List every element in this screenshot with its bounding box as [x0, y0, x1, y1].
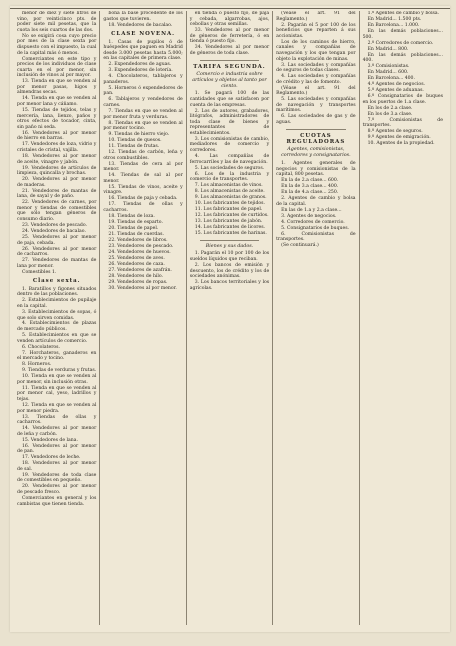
- paragraph: 6. Los de la industria y comercio de transportes.: [189, 171, 270, 183]
- column-2: [100, 11, 186, 625]
- paragraph: 4. Las compañías de ferrocarriles y las de navegación.: [189, 154, 270, 165]
- paragraph: 16. Vendedores al por menor de hierro en barras.: [17, 130, 97, 142]
- paragraph: 13. Tiendas de cera al por menor.: [103, 161, 183, 173]
- paragraph: 8. Tiendas en que se venden al por menor tocino.: [103, 120, 183, 132]
- paragraph: Comestibles 1.: [22, 269, 57, 275]
- paragraph: 2. Expendedores de aguas.: [108, 62, 172, 68]
- paragraph: En la de 4.a clase... 250.: [281, 190, 339, 196]
- paragraph: 29. Vendedores de ropas.: [108, 279, 168, 285]
- paragraph: En los de 3.a clase.: [367, 111, 413, 117]
- paragraph: 1. Se pagará 100 de las cantidades que se satisfacen por cuenta de las empresas.: [189, 91, 270, 108]
- paragraph: 20. Vendedores al por menor de maderas.: [17, 177, 97, 188]
- paragraph: 4. Establecimientos de plazas de mercado públicos.: [17, 321, 97, 333]
- paragraph: 12. Los fabricantes de curtidos.: [194, 213, 269, 219]
- paragraph: 5. Establecimientos en que se venden artículos de comercio.: [17, 333, 97, 344]
- paragraph: 8. Los almacenistas de aceite.: [194, 189, 265, 195]
- paragraph: 5. Consignatarios de buques.: [281, 225, 350, 231]
- section-heading: TARIFA SEGUNDA.: [193, 63, 266, 70]
- paragraph: 7. Horchateros, ganaderos en el mercado y tocino.: [17, 350, 97, 362]
- paragraph: 15. Tiendas de vinos, aceite y vinagre.: [103, 184, 183, 196]
- paragraph: En Madrid... 600.: [367, 70, 409, 76]
- paragraph: 30. Vendedores al por menor.: [108, 285, 177, 291]
- paragraph: 6.º Consignatarios de buques en los puertos de 1.a clase.: [362, 94, 443, 105]
- paragraph: En las demás poblaciones... 500.: [362, 28, 443, 40]
- paragraph: 23. Vendedores de pescado.: [108, 243, 174, 249]
- text-columns: [14, 11, 446, 625]
- paragraph: 25. Vendedores de aves.: [108, 255, 165, 261]
- paragraph: 4. Las sociedades y compañías de crédito y las de fomento.: [276, 74, 356, 85]
- paragraph: 12. Tienda en que se venden al por menor piedra.: [17, 402, 97, 414]
- paragraph: 3. Las sociedades y compañías de seguros de todas clases.: [276, 62, 356, 74]
- column-1: [14, 11, 100, 625]
- paragraph: 14. Tiendas de sal al por menor.: [103, 173, 183, 184]
- section-heading: Clase sexta.: [32, 278, 81, 285]
- paragraph: 2. Establecimientos de pupilaje en la capital.: [17, 298, 97, 309]
- paragraph: En los de 2.a clase.: [367, 105, 413, 111]
- paragraph: 7. Tiendas en que se venden al por menor fruta y verduras.: [103, 109, 183, 120]
- paragraph: 2. Los bancos de emisión y descuento, los de crédito y los de sociedades anónimas.: [189, 263, 270, 280]
- paragraph: Comerciantes en este tipo y precios de los individuos de clase cuarta en el por menor, sin inclusión de vinos al por mayor.: [17, 56, 97, 79]
- paragraph: 3. Establecimientos de sopas, ó que solo sirven comidas.: [17, 309, 97, 321]
- paragraph: 25. Vendedores al por menor de paja, cebada.: [17, 235, 97, 246]
- column-4: [273, 11, 359, 625]
- paragraph: 19. Tiendas de esparto.: [108, 220, 163, 226]
- paragraph: 1. Casas de pupilos ó de huéspedes que paguen en Madrid desde 3.000 pesetas hasta 5.000; en las capitales de primera clase.: [103, 39, 183, 62]
- paragraph: 23. Vendedores de pescado.: [22, 223, 87, 229]
- paragraph: 6. Chocolateros.: [22, 344, 60, 350]
- paragraph: 9. Los almacenistas de granos.: [194, 195, 267, 201]
- section-divider: [200, 60, 259, 61]
- paragraph: 24. Vendedores de huevos.: [108, 249, 171, 255]
- paragraph: 20. Tiendas de papel.: [108, 226, 159, 231]
- paragraph: (Véase el art. 91 del Reglamento.): [276, 85, 356, 97]
- paragraph: 5.º Agentes de aduanas.: [367, 88, 424, 94]
- paragraph: 18. Tiendas de loza.: [108, 214, 155, 220]
- paragraph: 8. Horneros.: [22, 362, 52, 368]
- newspaper-page: [10, 6, 450, 632]
- paragraph: 16. Tiendas de paja y cebada.: [108, 196, 178, 202]
- paragraph: 18. Vendedores al por menor de aceite, vinagre y jabón.: [17, 153, 97, 165]
- paragraph: 33. Vendedores al por menor de géneros de ferretería, ó en tienda ó puesto fijo.: [189, 28, 270, 45]
- paragraph: 11. Tienda en que se venden al por menor cal, yeso, ladrillos y tejas.: [17, 385, 97, 402]
- paragraph: bona la base procedente de los gastos que tuvieren.: [103, 11, 183, 22]
- paragraph: 1. Baratillos y figones situados dentro de las poblaciones.: [17, 286, 97, 298]
- section-divider: [200, 240, 259, 241]
- section-heading: Comercio e industria sobre artículos y objetos al tanto por ciento.: [192, 71, 267, 89]
- paragraph: En la de 2.a clase... 600.: [281, 178, 339, 184]
- paragraph: 13. Tiendas de ollas y cacharros.: [17, 414, 97, 426]
- paragraph: En las demás poblaciones... 400.: [362, 52, 443, 64]
- section-heading: CUOTAS REGULADORAS: [286, 132, 346, 146]
- paragraph: 10. Agentes de la propiedad.: [367, 141, 435, 147]
- paragraph: 12. Tiendas de carbón, leña y otros combustibles.: [103, 150, 183, 161]
- paragraph: 13. Tienda en que se venden al por menor pasas, higos y almendras secas.: [17, 79, 97, 96]
- paragraph: 9. Tiendas de hierro viejo.: [108, 132, 170, 138]
- paragraph: 17. Tiendas de ollas y cacharros.: [103, 202, 183, 214]
- paragraph: 14. Vendedores al por menor de leña y carbón.: [17, 426, 97, 437]
- paragraph: 5. Las sociedades de seguros.: [194, 165, 265, 171]
- paragraph: 7.º Comisionistas de transportes.: [362, 117, 443, 129]
- paragraph: 26. Vendedores de caza.: [108, 261, 165, 267]
- paragraph: 1. Agentes generales de negocios y comisionistas de la capital, 800 pesetas.: [276, 161, 356, 178]
- section-heading: Bienes y sus dados.: [205, 243, 254, 249]
- paragraph: 9.º Agentes de emigración.: [367, 135, 431, 141]
- paragraph: En Barcelona... 1.000.: [367, 22, 420, 28]
- paragraph: 27. Vendedores de mantas de lana por menor.: [17, 258, 97, 269]
- paragraph: 3. Agentes de negocios.: [281, 213, 337, 219]
- paragraph: 11. Los fabricantes de papel.: [194, 207, 263, 213]
- paragraph: 21. Vendedores de mantas de lana, de sayal y de paño.: [17, 188, 97, 200]
- paragraph: 3. Expendedores de lotería.: [108, 68, 173, 74]
- paragraph: 4.º Agentes de negocios.: [367, 82, 426, 88]
- paragraph: 34. Vendedores al por menor de géneros de toda clase.: [189, 45, 270, 56]
- paragraph: En la de 3.a clase... 400.: [281, 184, 339, 190]
- paragraph: 19. Vendedores de toda clase de comestibles en pequeño.: [17, 472, 97, 484]
- paragraph: En las de 1.a y 2.a clase...: [281, 207, 342, 213]
- paragraph: 10. Los fabricantes de tejidos.: [194, 201, 265, 207]
- paragraph: 4. Chocolateros, tablajeros y panaderos.: [103, 74, 183, 85]
- paragraph: 6. Las sociedades de gas y de aguas.: [276, 114, 356, 126]
- paragraph: En Barcelona... 400.: [367, 76, 415, 82]
- column-5: [360, 11, 446, 625]
- paragraph: En Madrid... 800.: [367, 46, 409, 52]
- paragraph: 28. Vendedores de hilo.: [108, 273, 163, 279]
- paragraph: 7. Los almacenistas de vinos.: [194, 183, 263, 189]
- paragraph: 15. Los fabricantes de harinas.: [194, 231, 267, 237]
- paragraph: 18. Vendedores de bacalao.: [108, 22, 173, 28]
- paragraph: 16. Vendedores al por menor de pan.: [17, 443, 97, 455]
- paragraph: 14. Tienda en que se venden al por menor lana y cáñamo.: [17, 96, 97, 108]
- paragraph: en tienda ó puesto fijo, de paja y cebada, algarrobas, ajos, cebollas y otras semillas.: [189, 11, 270, 28]
- paragraph: 6. Comisionistas de transportes.: [276, 231, 356, 243]
- paragraph: 22. Vendedores de libros.: [108, 237, 168, 243]
- paragraph: 19. Vendedores de artículos de limpieza, quincalla y brochas.: [17, 165, 97, 177]
- paragraph: 26. Vendedores al por menor de cacharros.: [17, 246, 97, 258]
- section-divider: [286, 129, 345, 130]
- paragraph: 5. Horneros ó expendedores de pan.: [103, 85, 183, 97]
- paragraph: 15. Tiendas de tejidos, telas y mercería, lana, lienzo, paños y otros efectos de tocador, cinta, sin paño ni seda.: [17, 108, 97, 130]
- paragraph: 15. Vendedores de lana.: [22, 437, 78, 443]
- paragraph: 17. Vendedores de loza, vidrio y cristales de cristal, vajilla.: [17, 142, 97, 153]
- paragraph: Los de los caminos de hierro, canales y compañías de navegación y los que tengan por objeto la explotación de minas.: [276, 39, 356, 62]
- paragraph: No se exigirá cosa cuyo precio por mes de la clase sexta por dispuesto con el impuesto, la cual de la capital más ó menos.: [17, 33, 97, 56]
- section-heading: CLASE NOVENA.: [111, 31, 176, 38]
- column-3: [187, 11, 273, 625]
- paragraph: (Véase el art. 91 del Reglamento.): [276, 11, 356, 22]
- paragraph: Comerciantes en general y los cambistas que tienen tienda.: [17, 495, 97, 507]
- paragraph: 2.º Corredores de comercio.: [367, 40, 434, 46]
- paragraph: 13. Los fabricantes de jabón.: [194, 219, 263, 225]
- paragraph: 1. Pagarán el 10 por 100 de los sueldos líquidos que reciban.: [189, 251, 270, 263]
- paragraph: 4. Corredores de comercio.: [281, 219, 345, 225]
- paragraph: 2. Pagarán el 5 por 100 de los beneficios que reparten á sus accionistas.: [276, 22, 356, 39]
- paragraph: 8.º Agentes de seguros.: [367, 129, 423, 135]
- paragraph: 5. Las sociedades y compañías de navegación y transportes marítimos.: [276, 97, 356, 114]
- paragraph: 2. Agentes de cambio y bolsa de la capital.: [276, 196, 356, 207]
- paragraph: 24. Vendedores de bacalao.: [22, 229, 86, 235]
- top-rule: [10, 8, 450, 9]
- paragraph: 10. Tiendas de quesos.: [108, 138, 162, 144]
- paragraph: 27. Vendedores de azafrán.: [108, 267, 172, 273]
- paragraph: 10. Tienda en que se venden al por menor, sin inclusión otras.: [17, 374, 97, 385]
- paragraph: 21. Tiendas de cuerdas.: [108, 231, 164, 237]
- paragraph: (Se continuará.): [281, 243, 319, 249]
- paragraph: 2. Los de autores, grabadores, litógrafos, administradores de toda clase de bienes y representantes de establecimientos.: [189, 108, 270, 136]
- paragraph: 3. Los comisionistas de cambio, mediadores de comercio y corredores.: [189, 136, 270, 154]
- paragraph: menor de diez y siete litros de vino, por veinticinco pts. de poder siete mil pesetas, que la cuota los seis cuartos de las dos.: [17, 11, 97, 33]
- paragraph: 11. Tiendas de frutas.: [108, 144, 160, 150]
- paragraph: 3. Los bancos territoriales y los agrícolas.: [189, 280, 270, 291]
- paragraph: 18. Vendedores al por menor de sal.: [17, 461, 97, 472]
- paragraph: 14. Los fabricantes de licores.: [194, 225, 266, 231]
- paragraph: 3.º Comisionistas.: [367, 64, 410, 70]
- paragraph: En Madrid... 1.500 pts.: [367, 16, 422, 22]
- paragraph: 17. Vendedores de leche.: [22, 455, 81, 461]
- paragraph: 6. Tablajeros y vendedores de carnes.: [103, 97, 183, 109]
- paragraph: 20. Vendedores al por menor de pescado fresco.: [17, 484, 97, 495]
- paragraph: 9. Tiendas de verduras y frutas.: [22, 368, 97, 374]
- section-heading: Agentes, comisionistas, corredores y consignatarios.: [281, 147, 351, 159]
- paragraph: 1.º Agentes de cambio y bolsa.: [367, 11, 440, 16]
- paragraph: 22. Vendedores de carnes, por menor y tiendas de comestibles que sólo tengan géneros de consumo diario.: [17, 200, 97, 223]
